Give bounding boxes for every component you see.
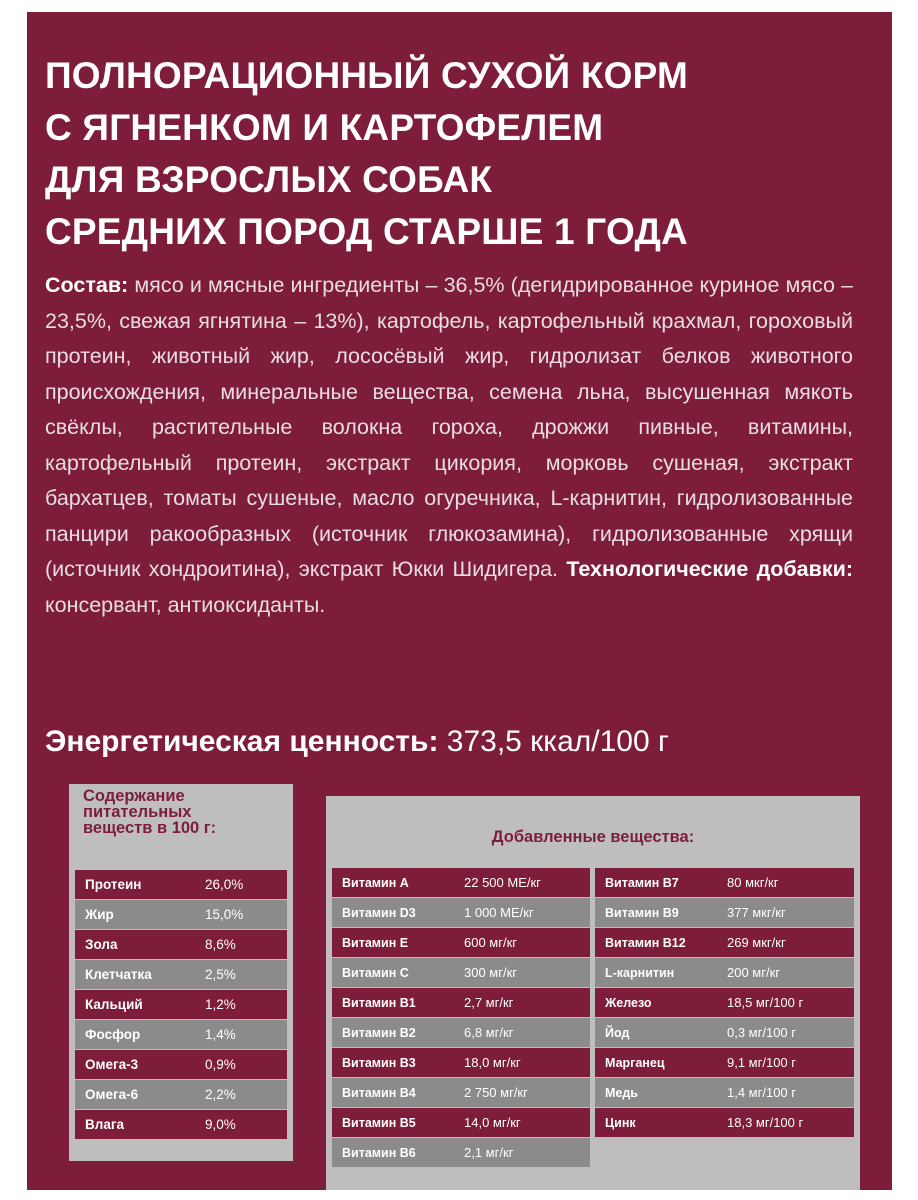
row-name: Протеин (85, 877, 142, 892)
row-value: 377 мкг/кг (727, 905, 786, 920)
row-value: 9,0% (205, 1117, 236, 1132)
row-name: Витамин B5 (342, 1115, 416, 1130)
row-name: Йод (605, 1025, 630, 1040)
row-name: Витамин B6 (342, 1145, 416, 1160)
additives-label: Технологические добавки: (566, 557, 853, 581)
energy-label: Энергетическая ценность: (45, 725, 439, 758)
additives-left-column (332, 868, 590, 1168)
composition-text (45, 268, 853, 623)
row-name: L-карнитин (605, 965, 675, 980)
row-value: 80 мкг/кг (727, 875, 779, 890)
additives-title: Добавленные вещества: (491, 828, 695, 846)
row-value: 14,0 мг/кг (464, 1115, 521, 1130)
row-value: 9,1 мг/100 г (727, 1055, 797, 1070)
row-value: 1,2% (205, 997, 236, 1012)
title-line: СРЕДНИХ ПОРОД СТАРШЕ 1 ГОДА (45, 211, 688, 252)
row-value: 2,5% (205, 967, 236, 982)
row-name: Жир (85, 907, 114, 922)
row-value: 22 500 МЕ/кг (464, 875, 541, 890)
composition-label: Состав: (45, 273, 129, 297)
row-name: Витамин B9 (605, 905, 679, 920)
row-value: 2,7 мг/кг (464, 995, 514, 1010)
energy-value (45, 725, 669, 759)
table-row (332, 1138, 590, 1167)
nutrients-title-line: Содержание (83, 787, 185, 805)
row-name: Витамин D3 (342, 905, 416, 920)
row-name: Влага (85, 1117, 124, 1132)
row-value: 1 000 МЕ/кг (464, 905, 534, 920)
row-value: 1,4% (205, 1027, 236, 1042)
table-row (332, 868, 590, 897)
nutrients-title-line: питательных (83, 803, 192, 821)
row-name: Витамин B12 (605, 935, 686, 950)
table-row (75, 900, 287, 929)
table-row (595, 898, 854, 927)
additives-table (326, 796, 860, 1190)
row-value: 600 мг/кг (464, 935, 518, 950)
table-row (75, 1020, 287, 1049)
product-title (45, 50, 875, 258)
row-value: 1,4 мг/100 г (727, 1085, 797, 1100)
row-name: Омега-3 (85, 1057, 139, 1072)
row-value: 2,1 мг/кг (464, 1145, 514, 1160)
table-row (595, 988, 854, 1017)
row-name: Фосфор (85, 1027, 141, 1042)
row-value: 0,3 мг/100 г (727, 1025, 797, 1040)
row-name: Витамин A (342, 875, 409, 890)
table-row (75, 1050, 287, 1079)
title-line: ДЛЯ ВЗРОСЛЫХ СОБАК (45, 159, 493, 200)
row-value: 26,0% (205, 877, 244, 892)
row-value: 18,0 мг/кг (464, 1055, 521, 1070)
row-name: Медь (605, 1085, 638, 1100)
row-name: Витамин E (342, 935, 409, 950)
table-row (595, 1078, 854, 1107)
row-name: Омега-6 (85, 1087, 139, 1102)
table-row (332, 1048, 590, 1077)
row-value: 18,5 мг/100 г (727, 995, 804, 1010)
table-row (332, 1018, 590, 1047)
title-line: С ЯГНЕНКОМ И КАРТОФЕЛЕМ (45, 107, 604, 148)
label-panel (27, 12, 892, 1190)
nutrients-rows (75, 870, 287, 1140)
composition-body: мясо и мясные ингредиенты – 36,5% (дегидрированное куриное мясо – 23,5%, свежая ягнятина – 13%), картофель, картофельный крахмал, гороховый протеин, животный жир, лососёвый жир, гидролизат белков животного происхождения, минеральные вещества, семена льна, высушенная мякоть свёклы, растительные волокна гороха, дрожжи пивные, витамины, картофельный протеин, экстракт цикория, морковь сушеная, экстракт бархатцев, томаты сушеные, масло огуречника, L-карнитин, гидролизованные панцири ракообразных (источник глюкозамина), гидролизованные хрящи (источник хондроитина), экстракт Юкки Шидигера. (45, 273, 853, 581)
table-row (332, 1108, 590, 1137)
row-value: 8,6% (205, 937, 236, 952)
table-row (332, 898, 590, 927)
table-row (75, 930, 287, 959)
row-name: Железо (605, 995, 652, 1010)
table-row (332, 988, 590, 1017)
table-row (332, 1078, 590, 1107)
row-name: Витамин B1 (342, 995, 416, 1010)
row-name: Цинк (605, 1115, 636, 1130)
row-name: Клетчатка (85, 967, 152, 982)
row-name: Марганец (605, 1055, 665, 1070)
table-row (332, 958, 590, 987)
row-name: Витамин C (342, 965, 409, 980)
row-value: 300 мг/кг (464, 965, 518, 980)
row-name: Витамин B7 (605, 875, 679, 890)
table-row (75, 1110, 287, 1139)
nutrients-table (69, 784, 293, 1161)
row-name: Витамин B4 (342, 1085, 416, 1100)
row-value: 15,0% (205, 907, 244, 922)
table-row (75, 960, 287, 989)
title-line: ПОЛНОРАЦИОННЫЙ СУХОЙ КОРМ (45, 55, 688, 96)
row-value: 6,8 мг/кг (464, 1025, 514, 1040)
table-row (595, 928, 854, 957)
table-row (595, 868, 854, 897)
table-row (595, 1018, 854, 1047)
nutrients-title-line: веществ в 100 г: (83, 819, 217, 837)
row-value: 269 мкг/кг (727, 935, 786, 950)
additives-right-column (595, 868, 854, 1138)
row-value: 200 мг/кг (727, 965, 781, 980)
table-row (595, 1108, 854, 1137)
row-name: Зола (85, 937, 118, 952)
row-value: 2,2% (205, 1087, 236, 1102)
row-name: Витамин B3 (342, 1055, 416, 1070)
table-row (75, 870, 287, 899)
table-row (332, 928, 590, 957)
energy-amount: 373,5 ккал/100 г (438, 725, 669, 758)
nutrients-title (83, 788, 216, 836)
additives-body: консервант, антиоксиданты. (45, 592, 326, 617)
table-row (75, 990, 287, 1019)
row-value: 2 750 мг/кг (464, 1085, 528, 1100)
table-row (75, 1080, 287, 1109)
row-value: 0,9% (205, 1057, 236, 1072)
table-row (595, 1048, 854, 1077)
row-name: Кальций (85, 997, 143, 1012)
table-row (595, 958, 854, 987)
row-value: 18,3 мг/100 г (727, 1115, 804, 1130)
row-name: Витамин B2 (342, 1025, 416, 1040)
